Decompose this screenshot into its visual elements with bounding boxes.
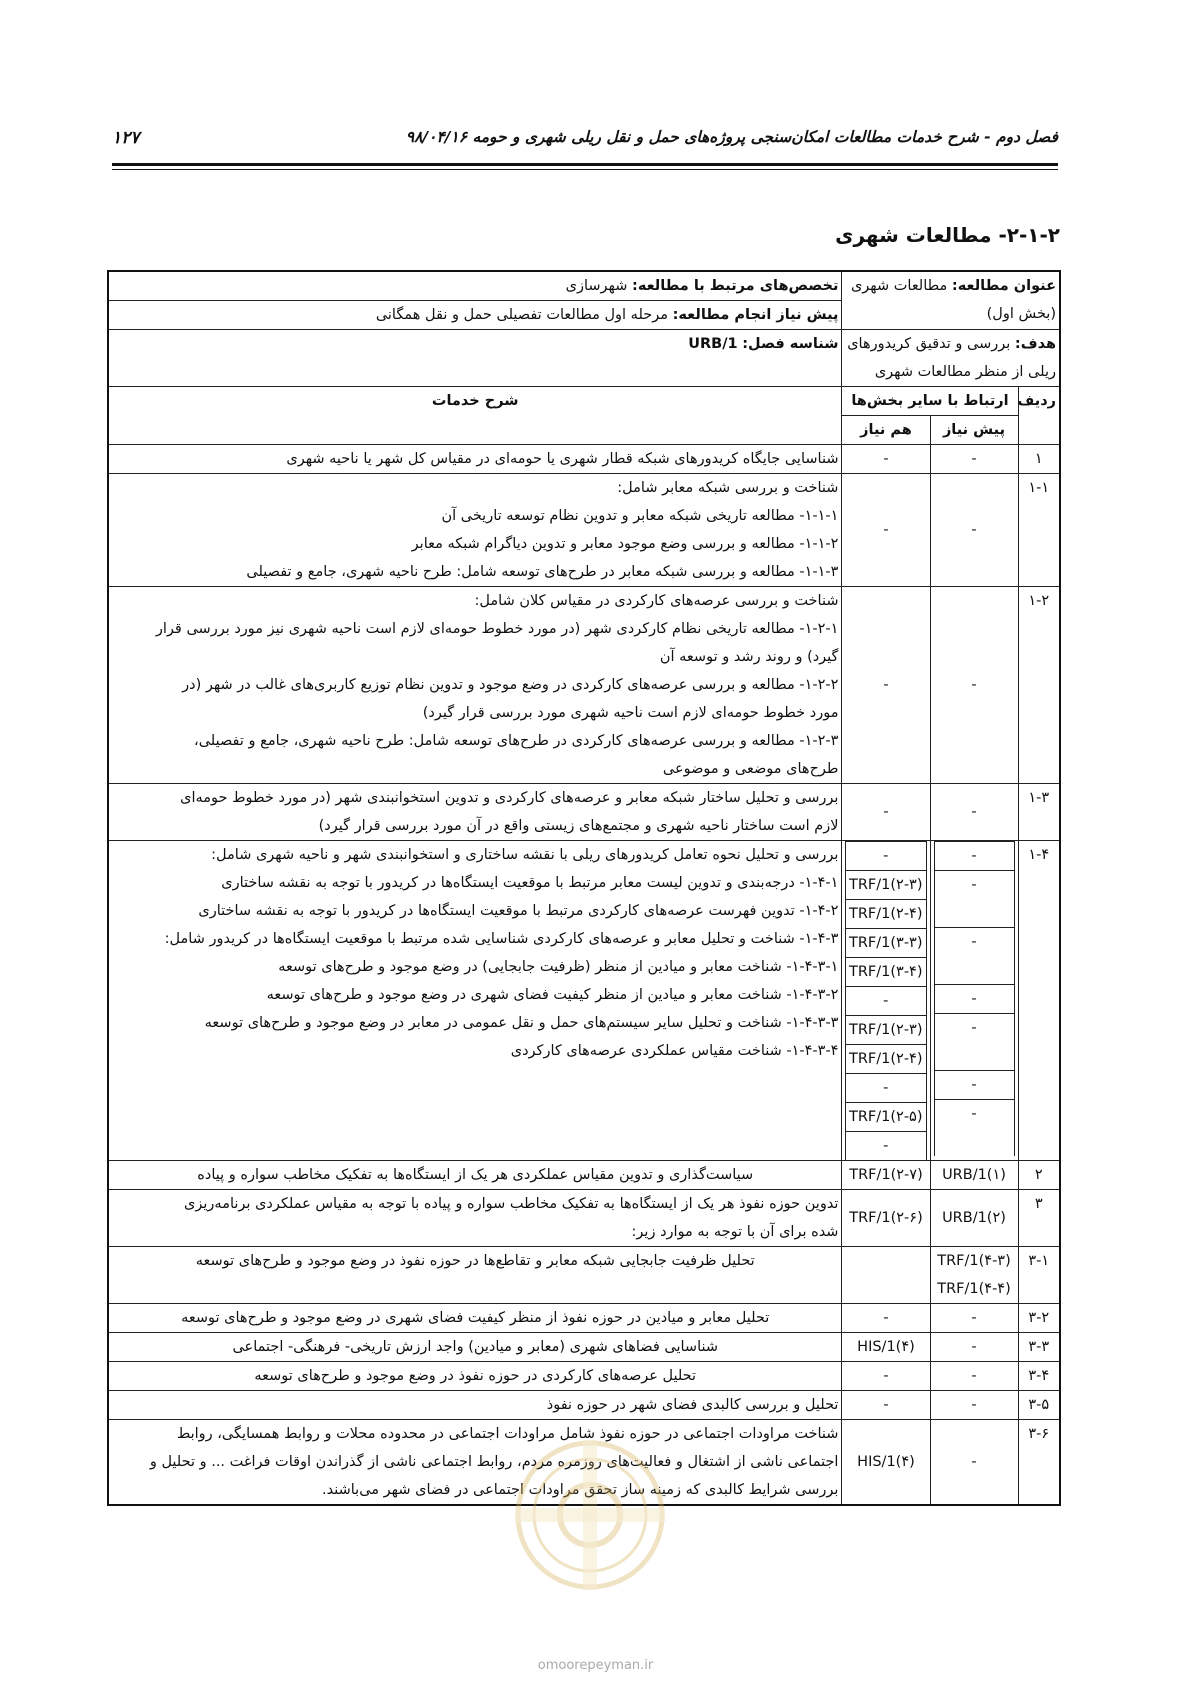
- row-description: بررسی و تحلیل نحوه تعامل کریدورهای ریلی با نقشه ساختاری و استخوانبندی شهر و ناحیه شهری شامل: ۱-۴-۱- درجه‌بندی و تدوین لیست معابر مرتبط با موقعیت ایستگاه‌ها در کریدور با توجه به نقشه ساختاری ۱-۴-۲- تدوین فهرست عرصه‌های کارکردی مرتبط با موقعیت ایستگاه‌ها در کریدور با توجه به نقشه ساختاری ۱-۴-۳- شناخت و تحلیل معابر و عرصه‌های کارکردی شناسایی شده مرتبط با موقعیت ایستگاه‌ها در کریدور شامل: ۱-۴-۳-۱- شناخت معابر و میادین از منظر (ظرفیت جابجایی) در وضع موجود و طرح‌های توسعه ۱-۴-۳-۲- شناخت معابر و میادین از منظر کیفیت فضای شهری در وضع موجود و طرح‌های توسعه ۱-۴-۳-۳- شناخت و تحلیل سایر سیستم‌های حمل و نقل عمومی در معابر در وضع موجود و طرح‌های توسعه ۱-۴-۳-۴- شناخت مقیاس عملکردی عرصه‌های کارکردی: [108, 841, 842, 1161]
- study-title-cell: عنوان مطالعه: مطالعات شهری (بخش اول): [842, 271, 1060, 330]
- column-header-row-1: [108, 387, 1060, 416]
- table-row: ۳ URB/1(۲) TRF/1(۲-۶) تدوین حوزه نفوذ هر یک از ایستگاه‌ها به تفکیک مخاطب سواره و پیاده با توجه به مقیاس عملکردی برنامه‌ریزی شده برای آن با توجه به موارد زیر:: [108, 1190, 1060, 1247]
- table-row: ۳-۴ - - تحلیل عرصه‌های کارکردی در حوزه نفوذ در وضع موجود و طرح‌های توسعه: [108, 1362, 1060, 1391]
- info-row-3: [108, 330, 1060, 387]
- col-prereq-header: پیش نیاز: [930, 416, 1018, 445]
- table-row: ۳-۱ TRF/1(۴-۳) TRF/1(۴-۴) تحلیل ظرفیت جابجایی شبکه معابر و تقاطع‌ها در حوزه نفوذ در وضع موجود و طرح‌های توسعه: [108, 1247, 1060, 1304]
- table-row: ۱-۴ - - - - - - - - TRF/1(۲-۳) TRF/1(۲-۴) TRF/1(۳-۳) TRF/1(۳-۴) - TRF/1(۲-۳) TRF/1(۲-۴) - TRF/1(۲-۵) - بررسی و تحلیل نحوه تعامل کریدورهای ریلی با نقشه ساختاری و استخوانبندی شهر و ناحیه شهری شامل: ۱-۴-۱- درجه‌بندی و تدوین لیست معابر مرتبط با موقعیت ایستگاه‌ها در کریدور با توجه به نقشه ساختاری ۱-۴-۲- تدوین فهرست عرصه‌های کارکردی مرتبط با موقعیت ایستگاه‌ها در کریدور با توجه به نقشه ساختاری ۱-۴-۳- شناخت و تحلیل معابر و عرصه‌های کارکردی شناسایی شده مرتبط با موقعیت ایستگاه‌ها در کریدور شامل: ۱-۴-۳-۱- شناخت معابر و میادین از منظر (ظرفیت جابجایی) در وضع موجود و طرح‌های توسعه ۱-۴-۳-۲- شناخت معابر و میادین از منظر کیفیت فضای شهری در وضع موجود و طرح‌های توسعه ۱-۴-۳-۳- شناخت و تحلیل سایر سیستم‌های حمل و نقل عمومی در معابر در وضع موجود و طرح‌های توسعه ۱-۴-۳-۴- شناخت مقیاس عملکردی عرصه‌های کارکردی: [108, 841, 1060, 1161]
- row-description: شناخت مراودات اجتماعی در حوزه نفوذ شامل مراودات اجتماعی در محدوده محلات و روابط همسایگی، روابط اجتماعی ناشی از اشتغال و فعالیت‌های روزمره مردم، روابط اجتماعی ناشی از گذراندن اوقات فراغت ... و تحلیل و بررسی شرایط کالبدی که زمینه ساز تحقق مراودات اجتماعی در فضای شهر می‌باشند.: [108, 1420, 842, 1506]
- page-number: ۱۲۷: [112, 128, 140, 148]
- table-row: ۳-۳ - HIS/1(۴) شناسایی فضاهای شهری (معابر و میادین) واجد ارزش تاریخی- فرهنگی- اجتماعی: [108, 1333, 1060, 1362]
- table-row: ۱-۳ - - بررسی و تحلیل ساختار شبکه معابر و عرصه‌های کارکردی و تدوین استخوانبندی شهر (در مورد خطوط حومه‌ای لازم است ساختار ناحیه شهری و مجتمع‌های زیستی واقع در آن مورد بررسی قرار گیرد): [108, 784, 1060, 841]
- col-coreq-header: هم نیاز: [842, 416, 930, 445]
- col-desc-header: شرح خدمات: [108, 387, 842, 445]
- section-title: ۲-۱-۲- مطالعات شهری: [835, 223, 1060, 247]
- row-description: شناخت و بررسی شبکه معابر شامل: ۱-۱-۱- مطالعه تاریخی شبکه معابر و تدوین نظام توسعه تاریخی آن ۱-۱-۲- مطالعه و بررسی وضع موجود معابر و تدوین دیاگرام شبکه معابر ۱-۱-۳- مطالعه و بررسی شبکه معابر در طرح‌های توسعه شامل: طرح ناحیه شهری، جامع و تفصیلی: [108, 474, 842, 587]
- specialty-cell: تخصص‌های مرتبط با مطالعه: شهرسازی: [108, 271, 842, 301]
- services-table: [107, 270, 1061, 1506]
- row-description: شناخت و بررسی عرصه‌های کارکردی در مقیاس کلان شامل: ۱-۲-۱- مطالعه تاریخی نظام کارکردی شهر (در مورد خطوط حومه‌ای لازم است ناحیه شهری نیز مورد بررسی قرار گیرد) و روند رشد و توسعه آن ۱-۲-۲- مطالعه و بررسی عرصه‌های کارکردی در وضع موجود و تدوین نظام توزیع کاربری‌های غالب در شهر (در مورد خطوط حومه‌ای لازم است ناحیه شهری مورد بررسی قرار گیرد) ۱-۲-۳- مطالعه و بررسی عرصه‌های کارکردی در طرح‌های توسعه شامل: طرح ناحیه شهری، جامع و تفصیلی، طرح‌های موضعی و موضوعی: [108, 587, 842, 784]
- chapter-id-cell: شناسه فصل: URB/1: [108, 330, 842, 387]
- table-row: ۳-۶ - HIS/1(۴) شناخت مراودات اجتماعی در حوزه نفوذ شامل مراودات اجتماعی در محدوده محلات و روابط همسایگی، روابط اجتماعی ناشی از اشتغال و فعالیت‌های روزمره مردم، روابط اجتماعی ناشی از گذراندن اوقات فراغت ... و تحلیل و بررسی شرایط کالبدی که زمینه ساز تحقق مراودات اجتماعی در فضای شهر می‌باشند.: [108, 1420, 1060, 1506]
- running-title: فصل دوم - شرح خدمات مطالعات امکان‌سنجی پروژه‌های حمل و نقل ریلی شهری و حومه ۹۸/۰۴/۱۶: [405, 128, 1058, 146]
- col-relation-header: ارتباط با سایر بخش‌ها: [842, 387, 1018, 416]
- table-row: ۳-۲ - - تحلیل معابر و میادین در حوزه نفوذ از منظر کیفیت فضای شهری در وضع موجود و طرح‌های توسعه: [108, 1304, 1060, 1333]
- row-description: تدوین حوزه نفوذ هر یک از ایستگاه‌ها به تفکیک مخاطب سواره و پیاده با توجه به مقیاس عملکردی برنامه‌ریزی شده برای آن با توجه به موارد زیر:: [108, 1190, 842, 1247]
- watermark-seal-icon: [505, 1420, 675, 1620]
- page-header: [112, 128, 1058, 152]
- table-row: ۱-۱ - - شناخت و بررسی شبکه معابر شامل: ۱-۱-۱- مطالعه تاریخی شبکه معابر و تدوین نظام توسعه تاریخی آن ۱-۱-۲- مطالعه و بررسی وضع موجود معابر و تدوین دیاگرام شبکه معابر ۱-۱-۳- مطالعه و بررسی شبکه معابر در طرح‌های توسعه شامل: طرح ناحیه شهری، جامع و تفصیلی: [108, 474, 1060, 587]
- goal-cell: هدف: بررسی و تدقیق کریدورهای ریلی از منظر مطالعات شهری: [842, 330, 1060, 387]
- coreq-subcells: - TRF/1(۲-۳) TRF/1(۲-۴) TRF/1(۳-۳) TRF/1(۳-۴) - TRF/1(۲-۳) TRF/1(۲-۴) - TRF/1(۲-۵) -: [842, 841, 930, 1161]
- col-row-header: ردیف: [1018, 387, 1060, 445]
- row-description: بررسی و تحلیل ساختار شبکه معابر و عرصه‌های کارکردی و تدوین استخوانبندی شهر (در مورد خطوط حومه‌ای لازم است ساختار ناحیه شهری و مجتمع‌های زیستی واقع در آن مورد بررسی قرار گیرد): [108, 784, 842, 841]
- footer-watermark-url: omoorepeyman.ir: [537, 1658, 654, 1673]
- prereq-cell: پیش نیاز انجام مطالعه: مرحله اول مطالعات تفصیلی حمل و نقل همگانی: [108, 301, 842, 330]
- header-rule-thin: [112, 169, 1058, 170]
- header-rule-thick: [112, 163, 1058, 166]
- info-row-1: [108, 271, 1060, 301]
- table-row: ۱ - - شناسایی جایگاه کریدورهای شبکه قطار شهری یا حومه‌ای در مقیاس کل شهر یا ناحیه شهری: [108, 445, 1060, 474]
- table-row: ۲ URB/1(۱) TRF/1(۲-۷) سیاست‌گذاری و تدوین مقیاس عملکردی هر یک از ایستگاه‌ها به تفکیک مخاطب سواره و پیاده: [108, 1161, 1060, 1190]
- table-row: ۳-۵ - - تحلیل و بررسی کالبدی فضای شهر در حوزه نفوذ: [108, 1391, 1060, 1420]
- prereq-subcells: - - - - - - -: [930, 841, 1018, 1161]
- table-row: ۱-۲ - - شناخت و بررسی عرصه‌های کارکردی در مقیاس کلان شامل: ۱-۲-۱- مطالعه تاریخی نظام کارکردی شهر (در مورد خطوط حومه‌ای لازم است ناحیه شهری نیز مورد بررسی قرار گیرد) و روند رشد و توسعه آن ۱-۲-۲- مطالعه و بررسی عرصه‌های کارکردی در وضع موجود و تدوین نظام توزیع کاربری‌های غالب در شهر (در مورد خطوط حومه‌ای لازم است ناحیه شهری مورد بررسی قرار گیرد) ۱-۲-۳- مطالعه و بررسی عرصه‌های کارکردی در طرح‌های توسعه شامل: طرح ناحیه شهری، جامع و تفصیلی، طرح‌های موضعی و موضوعی: [108, 587, 1060, 784]
